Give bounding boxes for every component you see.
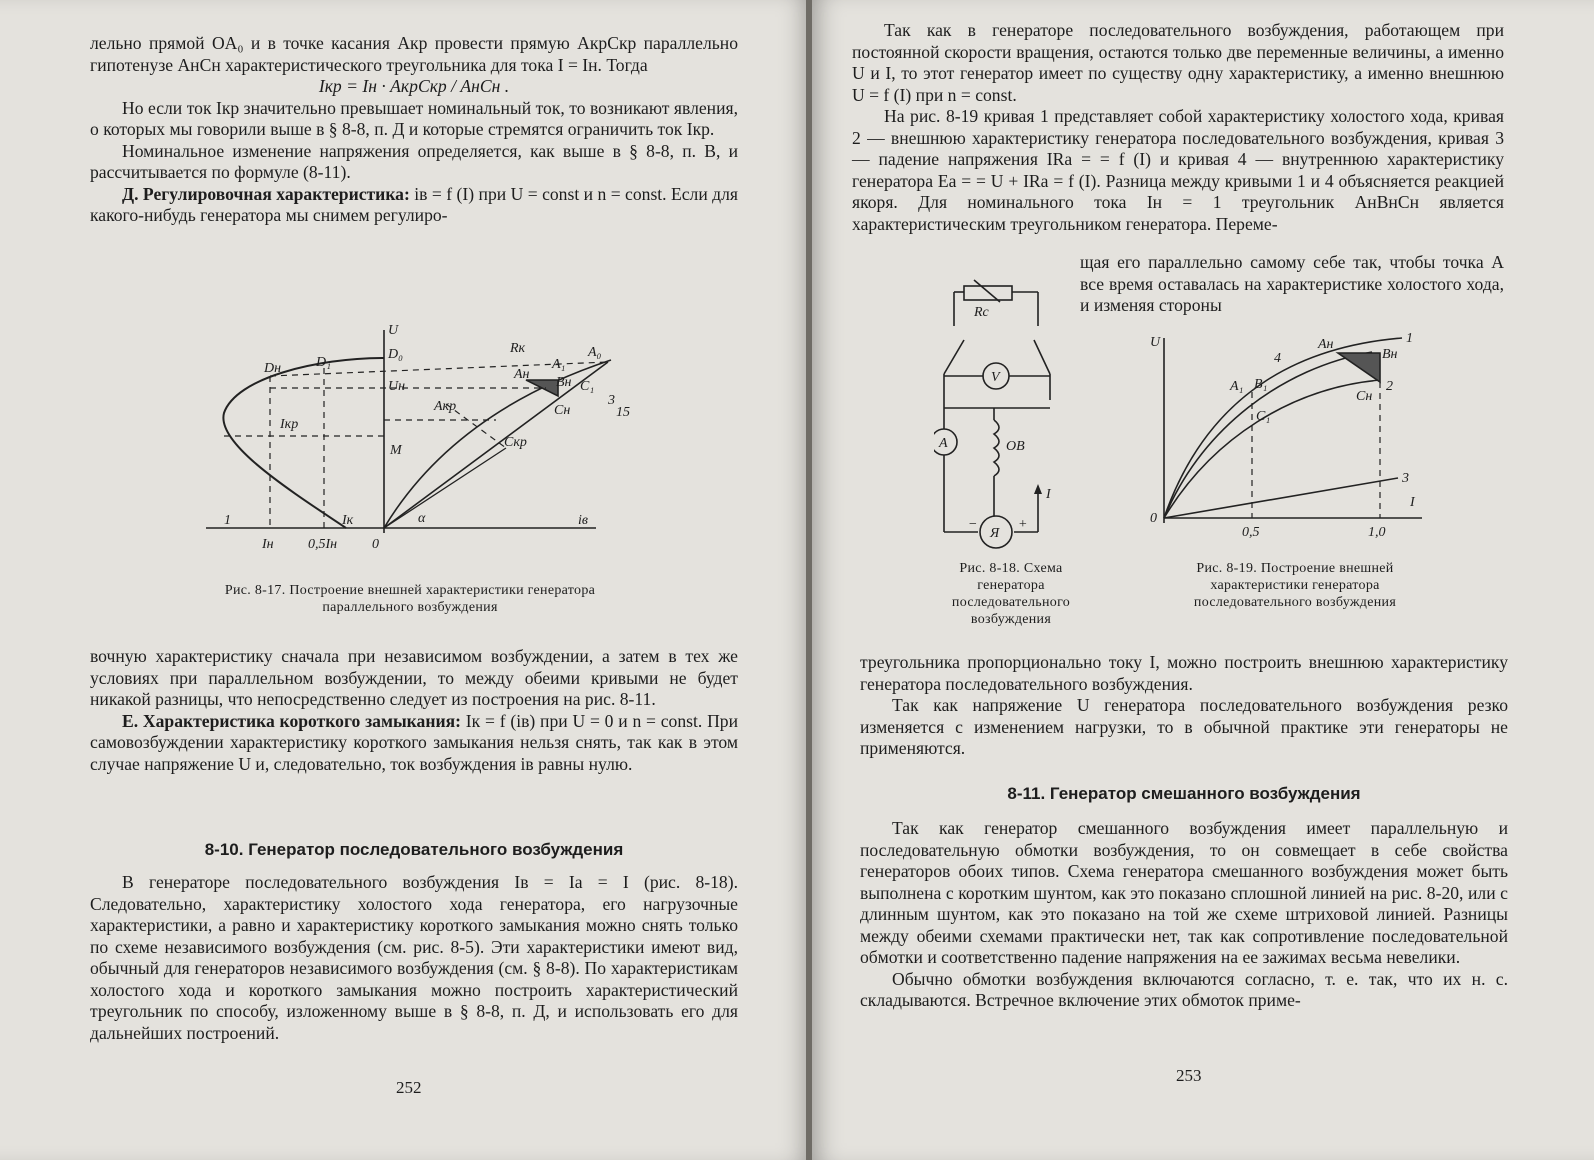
switch-right [1034,340,1050,374]
fig19-description-b: щая его параллельно самому себе так, чтобы точка A все время оставалась на характеристике холостого хода, и изменяя стороны [1080,252,1504,315]
last-paragraph: Обычно обмотки возбуждения включаются согласно, т. е. так, что их н. с. складываются. Встречное включение этих обмоток приме- [860,968,1508,1010]
left-intro-text: лельно прямой OA₀ и в точке касания Aкр провести прямую AкрCкр параллельно гипотенузе AнCн характеристического треугольника для тока I = Iн. Тогда [90,33,738,75]
label-d1: D₁ [316,355,331,370]
label-bn-19: Bн [1382,347,1398,362]
left-intro-block [90,33,738,227]
label-i: I [1046,487,1051,502]
label-three: 3 [608,393,615,408]
label-one: 1 [224,513,231,528]
label-zero: 0 [372,537,379,552]
formula-ikr: Iкр = Iн · AкрCкр / AнCн . [318,76,510,96]
label-u-19: U [1150,335,1161,350]
label-alpha: α [418,511,426,526]
right-intro-block [852,20,1504,235]
figure-8-18 [934,270,1084,550]
figure-8-18-caption: Рис. 8-18. Схема генератора последовательного возбуждения [951,561,1071,627]
label-bn: Bн [556,375,572,390]
mixed-paragraph: Так как генератор смешанного возбуждения имеет параллельную и последовательную обмотки возбуждения, то он совмещает в себе свойства генераторов обоих типов. Схема генератора смешанного возбуждения может быть выполнена с коротким шунтом, как это показано сплошной линией на рис. 8-20, или с длинным шунтом, как это показано на той же схеме штриховой линией. Разницы между обеими схемами практически нет, так как сопротивление последовательной обмотки и соответственно падение напряжения на ее зажимах весьма невелики. [860,818,1508,967]
label-half: 0,5Iн [308,537,338,552]
right-wrap-block [1080,252,1504,317]
label-a: A [939,436,948,451]
label-curve-2: 2 [1386,379,1393,394]
label-un: Uн [388,379,406,394]
right-intro-paragraph: Так как в генераторе последовательного возбуждения, работающем при постоянной скорости вращения, остаются только две переменные величины, а именно U и I, то этот генератор имеет по существу одну характеристику, а именно внешнюю U = f (I) при n = const. [852,20,1504,105]
label-plus: + [1018,517,1028,532]
nominal-paragraph: Номинальное изменение напряжения определяется, как выше в § 8-8, п. В, и рассчитывается по формуле (8-11). [90,140,738,182]
label-cn-19: Cн [1356,389,1373,404]
label-an: Aн [514,367,530,382]
curve-4 [1164,352,1372,518]
label-rk: Rк [510,341,526,356]
label-ib: iв [578,513,588,528]
field-line [384,448,506,528]
regulation-continuation: вочную характеристику сначала при независимом возбуждении, а затем в тех же условиях при параллельном возбуждении, то между обеими кривыми не будет никакой разницы, что непосредственно следует из построения на рис. 8-11. [90,646,738,709]
label-minus: − [968,517,978,532]
label-c1-19: C₁ [1256,409,1271,424]
page-number-right: 253 [1176,1066,1202,1085]
fig19-description-a: На рис. 8-19 кривая 1 представляет собой характеристику холостого хода, кривая 2 — внешнюю характеристику генератора последовательного возбуждения, кривая 3 — падение напряжения IRa = = f (I) и кривая 4 — внутреннюю характеристику генератора Ea = = U + IRa = f (I). Разница между кривыми 1 и 4 объясняется реакцией якоря. Для номинального тока Iн = 1 треугольник AнBнCн является характеристическим треугольником генератора. Переме- [852,106,1504,234]
label-curve-4: 4 [1274,351,1281,366]
label-fifteen: 15 [616,405,630,420]
figure-8-17-diagram [196,318,656,558]
curve-3 [1164,478,1398,518]
label-dn: Dн [264,361,282,376]
label-half-19: 0,5 [1242,525,1260,540]
short-circuit-paragraph [90,711,738,776]
oa0-line [384,362,608,528]
field-winding [994,420,999,476]
fig19-description-d: Так как напряжение U генератора последовательного возбуждения резко изменяется с изменением нагрузки, то в обычной практике эти генераторы не применяются. [860,695,1508,758]
label-ikr: Iкр [280,417,299,432]
label-a0: A₀ [588,345,602,360]
label-zero-19: 0 [1150,511,1157,526]
figure-8-18-circuit [934,270,1084,550]
label-a1: A₁ [552,357,566,372]
label-in: Iн [262,537,274,552]
regulation-paragraph [90,184,738,227]
fig19-description-c: треугольника пропорционально току I, можно построить внешнюю характеристику генератора последовательного возбуждения. [860,652,1508,694]
label-ya: Я [990,526,1000,541]
label-cn: Cн [554,403,571,418]
left-lower-block [90,646,738,775]
label-ckr: Cкр [504,435,527,450]
label-an-19: Aн [1318,337,1334,352]
series-section-block [90,872,738,1044]
external-characteristic [223,358,384,528]
regulation-text: iв = f (I) при U = const и n = const. Если для какого-нибудь генератора мы снимем регулиро- [90,183,738,225]
label-one-19: 1,0 [1368,525,1386,540]
short-circuit-title: Е. Характеристика короткого замыкания: [122,710,461,731]
mixed-section-block [860,818,1508,1012]
figure-8-17-caption: Рис. 8-17. Построение внешней характеристики генератора параллельного возбуждения [224,583,596,615]
current-arrow [1034,484,1042,494]
label-ob: ОВ [1006,439,1025,454]
label-b1-19: B₁ [1254,377,1268,392]
right-middle-block [860,652,1508,760]
rc-slider [974,280,1000,302]
label-d0: D₀ [388,347,403,362]
label-akr: Aкр [434,399,457,414]
short-circuit-text: Iк = f (iв) при U = 0 и n = const. При самовозбуждении характеристику короткого замыкания нельзя снять, так как в этом случае напряжение U и, следовательно, ток возбуждения iв равны нулю. [90,710,738,774]
label-curve-3: 3 [1402,471,1409,486]
label-i-19: I [1410,495,1415,510]
label-u: U [388,323,399,338]
figure-8-17 [196,318,656,558]
figure-8-19 [1142,328,1442,548]
regulation-title: Д. Регулировочная характеристика: [122,183,410,204]
right-page [812,0,1594,1160]
triangle-n [1338,353,1380,382]
curve-2 [1164,380,1380,518]
label-ik: Iк [342,513,354,528]
switch-left [944,340,964,374]
section-heading-8-11: 8-11. Генератор смешанного возбуждения [1007,784,1361,803]
label-rc: Rc [974,305,989,320]
label-m: M [390,443,402,458]
label-v: V [991,370,1000,385]
label-c1: C₁ [580,379,595,394]
overload-paragraph: Но если ток Iкр значительно превышает номинальный ток, то возникают явления, о которых мы говорили выше в § 8-8, п. Д и которые стремятся ограничить ток Iкр. [90,97,738,139]
figure-8-19-caption: Рис. 8-19. Построение внешней характеристики генератора последовательного возбуждения [1193,561,1397,610]
label-curve-1: 1 [1406,331,1413,346]
label-a1-19: A₁ [1230,379,1244,394]
series-paragraph: В генераторе последовательного возбуждения Iв = Ia = I (рис. 8-18). Следовательно, характеристику холостого хода генератора, его нагрузочные характеристики, а равно и характеристику короткого замыкания можно снять только по схеме независимого возбуждения (см. рис. 8-5). Эти характеристики имеют вид, обычный для генераторов независимого возбуждения (см. § 8-8). По характеристикам холостого хода и короткого замыкания можно построить характеристический треугольник по способу, изложенному выше в § 8-8, п. Д, и использовать его для дальнейших построений. [90,872,738,1043]
figure-8-19-diagram [1142,328,1442,548]
resistor-rc [964,286,1012,300]
section-heading-8-10: 8-10. Генератор последовательного возбуждения [204,840,624,859]
page-number-left: 252 [396,1078,422,1097]
